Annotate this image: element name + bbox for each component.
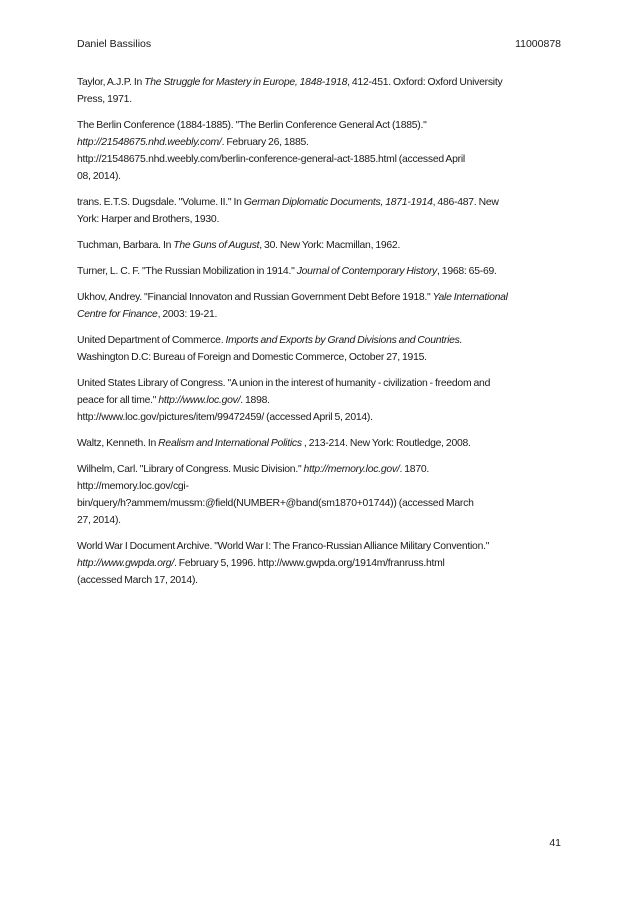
entry-text-segment: peace for all time." xyxy=(77,395,159,406)
entry-line xyxy=(77,194,563,211)
bibliography-entry xyxy=(77,117,563,185)
entry-line xyxy=(77,435,563,452)
entry-title-segment: http://www.gwpda.org/ xyxy=(77,558,174,569)
bibliography-entry xyxy=(77,263,563,280)
entry-title-segment: The Guns of August xyxy=(173,240,260,251)
bibliography-entry xyxy=(77,461,563,529)
entry-line xyxy=(77,538,563,555)
entry-line xyxy=(77,306,563,323)
bibliography-entry xyxy=(77,435,563,452)
bibliography-entry xyxy=(77,237,563,254)
bibliography xyxy=(77,74,563,598)
bibliography-entry xyxy=(77,332,563,366)
entry-line xyxy=(77,478,563,495)
entry-line xyxy=(77,74,563,91)
entry-line xyxy=(77,151,563,168)
entry-text-segment: , 2003: 19-21. xyxy=(157,309,218,320)
entry-line xyxy=(77,332,563,349)
header-student-id: 11000878 xyxy=(515,38,561,50)
entry-text-segment: Press, 1971. xyxy=(77,94,132,105)
entry-title-segment: German Diplomatic Documents, 1871-1914 xyxy=(243,197,433,208)
bibliography-entry xyxy=(77,194,563,228)
entry-line xyxy=(77,289,563,306)
entry-line xyxy=(77,375,563,392)
entry-text-segment: . February 5, 1996. http://www.gwpda.org/1914m/franruss.html xyxy=(173,558,445,569)
page-number: 41 xyxy=(549,837,561,849)
entry-line xyxy=(77,117,563,134)
entry-text-segment: The Berlin Conference (1884-1885). "The Berlin Conference General Act (1885)." xyxy=(77,120,427,131)
entry-text-segment: 27, 2014). xyxy=(77,515,121,526)
entry-text-segment: , 412-451. Oxford: Oxford University xyxy=(347,77,503,88)
entry-line xyxy=(77,91,563,108)
bibliography-entry xyxy=(77,375,563,426)
entry-text-segment: Turner, L. C. F. "The Russian Mobilization in 1914." xyxy=(77,266,297,277)
entry-line xyxy=(77,512,563,529)
entry-line xyxy=(77,461,563,478)
entry-text-segment: http://21548675.nhd.weebly.com/berlin-conference-general-act-1885.html (accessed April xyxy=(77,154,465,165)
header-author: Daniel Bassilios xyxy=(77,38,152,50)
page-header xyxy=(77,37,561,51)
entry-text-segment: Ukhov, Andrey. "Financial Innovaton and Russian Government Debt Before 1918." xyxy=(77,292,433,303)
entry-title-segment: Yale International xyxy=(432,292,508,303)
entry-line xyxy=(77,409,563,426)
entry-line xyxy=(77,263,563,280)
entry-line xyxy=(77,495,563,512)
entry-text-segment: . February 26, 1885. xyxy=(221,137,309,148)
bibliography-entry xyxy=(77,538,563,589)
entry-title-segment: Imports and Exports by Grand Divisions and Countries. xyxy=(225,335,463,346)
entry-text-segment: United States Library of Congress. "A union in the interest of humanity - civilization - freedom and xyxy=(77,378,491,389)
entry-line xyxy=(77,572,563,589)
entry-text-segment: Taylor, A.J.P. In xyxy=(77,77,145,88)
bibliography-entry xyxy=(77,289,563,323)
entry-text-segment: http://memory.loc.gov/cgi- xyxy=(77,481,189,492)
entry-text-segment: United Department of Commerce. xyxy=(77,335,226,346)
entry-line xyxy=(77,555,563,572)
entry-text-segment: York: Harper and Brothers, 1930. xyxy=(77,214,220,225)
entry-text-segment: . 1870. xyxy=(399,464,430,475)
entry-title-segment: http://www.loc.gov/ xyxy=(158,395,241,406)
entry-title-segment: Realism and International Politics xyxy=(158,438,302,449)
entry-text-segment: , 30. New York: Macmillan, 1962. xyxy=(259,240,401,251)
entry-text-segment: (accessed March 17, 2014). xyxy=(77,575,198,586)
entry-text-segment: http://www.loc.gov/pictures/item/99472459/ (accessed April 5, 2014). xyxy=(77,412,373,423)
entry-title-segment: http://21548675.nhd.weebly.com/ xyxy=(77,137,222,148)
entry-line xyxy=(77,134,563,151)
entry-text-segment: Waltz, Kenneth. In xyxy=(77,438,159,449)
entry-line xyxy=(77,349,563,366)
entry-line xyxy=(77,237,563,254)
entry-text-segment: , 1968: 65-69. xyxy=(437,266,497,277)
entry-title-segment: Journal of Contemporary History xyxy=(296,266,438,277)
entry-text-segment: Washington D.C: Bureau of Foreign and Domestic Commerce, October 27, 1915. xyxy=(77,352,427,363)
entry-text-segment: trans. E.T.S. Dugsdale. "Volume. II." In xyxy=(77,197,244,208)
entry-title-segment: http://memory.loc.gov/ xyxy=(303,464,400,475)
entry-text-segment: 08, 2014). xyxy=(77,171,121,182)
entry-line xyxy=(77,168,563,185)
entry-text-segment: , 213-214. New York: Routledge, 2008. xyxy=(301,438,471,449)
entry-text-segment: Wilhelm, Carl. "Library of Congress. Music Division." xyxy=(77,464,304,475)
entry-text-segment: , 486-487. New xyxy=(432,197,499,208)
entry-text-segment: Tuchman, Barbara. In xyxy=(77,240,174,251)
bibliography-entry xyxy=(77,74,563,108)
entry-text-segment: . 1898. xyxy=(240,395,270,406)
entry-line xyxy=(77,392,563,409)
entry-title-segment: Centre for Finance xyxy=(77,309,158,320)
entry-line xyxy=(77,211,563,228)
entry-title-segment: The Struggle for Mastery in Europe, 1848-1918 xyxy=(144,77,348,88)
entry-text-segment: bin/query/h?ammem/mussm:@field(NUMBER+@band(sm1870+01744)) (accessed March xyxy=(77,498,474,509)
entry-text-segment: World War I Document Archive. "World War I: The Franco-Russian Alliance Military Convention." xyxy=(77,541,490,552)
